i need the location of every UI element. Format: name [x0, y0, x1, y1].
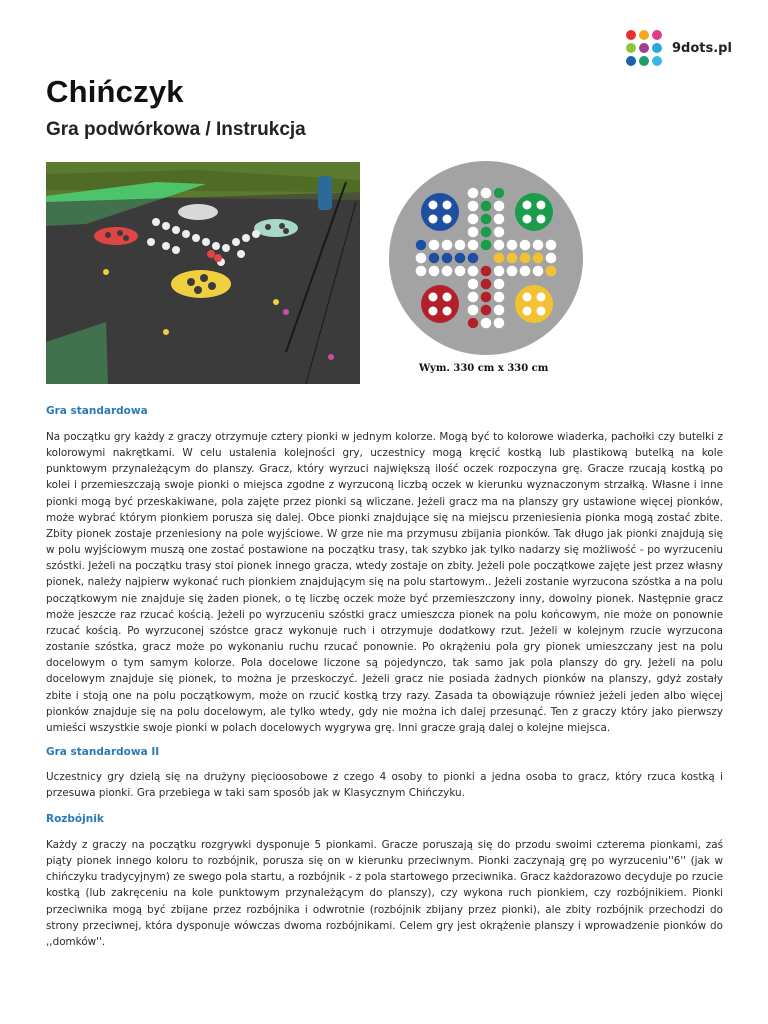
section-body-standard-ii: Uczestnicy gry dzielą się na drużyny pięcioosobowe z czego 4 osoby to pionki a jedna osoba to gracz, który rzuca kostką i przesuwa pionki. Gra przebiega w taki sam sposób jak w Klasycznym Chińczyku.: [46, 771, 723, 800]
board-base-slot: [429, 201, 438, 210]
board-base: [421, 285, 459, 323]
board-field: [468, 188, 479, 199]
board-field: [429, 266, 440, 277]
board-start-field: [468, 318, 479, 329]
board-base-slot: [523, 201, 532, 210]
logo-dot: [652, 43, 662, 53]
board-field: [494, 253, 505, 264]
page-subtitle: Gra podwórkowa / Instrukcja: [46, 119, 306, 140]
board-field: [494, 214, 505, 225]
board-field: [442, 240, 453, 251]
board-base-slot: [429, 215, 438, 224]
board-field: [455, 266, 466, 277]
brand-name: 9dots.pl: [672, 40, 732, 56]
board-field: [468, 201, 479, 212]
board-field: [481, 318, 492, 329]
board-field: [494, 318, 505, 329]
board-base-slot: [523, 293, 532, 302]
board-base-slot: [443, 201, 452, 210]
board-field: [546, 253, 557, 264]
board-field: [481, 214, 492, 225]
board-base-slot: [537, 215, 546, 224]
board-field: [468, 279, 479, 290]
board-diagram: [388, 160, 584, 356]
board-field: [520, 266, 531, 277]
logo-dot: [639, 30, 649, 40]
board-field: [481, 305, 492, 316]
board-base-slot: [523, 215, 532, 224]
board-field: [520, 253, 531, 264]
board-field: [468, 266, 479, 277]
board-field: [468, 227, 479, 238]
board-start-field: [416, 240, 427, 251]
board-field: [507, 240, 518, 251]
logo-dot: [652, 30, 662, 40]
board-field: [468, 253, 479, 264]
logo-dot: [626, 43, 636, 53]
board-field: [468, 240, 479, 251]
board-base-slot: [429, 293, 438, 302]
board-field: [533, 266, 544, 277]
board-field: [442, 266, 453, 277]
board-field: [494, 227, 505, 238]
board-field: [494, 279, 505, 290]
board-base: [515, 285, 553, 323]
board-base-slot: [523, 307, 532, 316]
board-field: [481, 201, 492, 212]
board-base-slot: [429, 307, 438, 316]
board-field: [533, 253, 544, 264]
board-field: [468, 292, 479, 303]
board-dimensions: Wym. 330 cm x 330 cm: [419, 363, 549, 374]
board-base-slot: [443, 293, 452, 302]
board-field: [481, 240, 492, 251]
board-base-slot: [443, 307, 452, 316]
board-field: [494, 240, 505, 251]
board-start-field: [494, 188, 505, 199]
board-field: [442, 253, 453, 264]
board-field: [507, 266, 518, 277]
board-field: [494, 292, 505, 303]
board-base-slot: [443, 215, 452, 224]
board-base-slot: [537, 293, 546, 302]
board-field: [481, 279, 492, 290]
page-title: Chińczyk: [46, 74, 184, 109]
board-field: [416, 266, 427, 277]
board-field: [429, 253, 440, 264]
logo-dot: [626, 56, 636, 66]
board-field: [507, 253, 518, 264]
board-field: [533, 240, 544, 251]
section-body-robber: Każdy z graczy na początku rozgrywki dysponuje 5 pionkami. Gracze poruszają się do przodu swoimi czterema pionkami, zaś piąty pionek innego koloru to rozbójnik, porusza się on w kierunku przeciwnym. Pionki zaczynają grę po wyrzuceniu''6'' (jak w chińczyku tradycyjnym) ze swego pola startu, a rozbójnik - z pola startowego przeciwnika. Gracz każdorazowo decyduje po rzucie kostką (lub zakręceniu na kole punktowym przynależącym do planszy), czy wykona ruch pionkiem, czy rozbójnikiem. Pionki przeciwnika mogą być zbijane przez rozbójnika i odwrotnie (rozbójnik zbijany przez pionki), ale zbity rozbójnik przechodzi do strony przeciwnej, która dysponuje wówczas dwoma rozbójnikami. Celem gry jest okrążenie planszy i wprowadzenie pionków do ,,domków''.: [46, 839, 723, 948]
board-field: [455, 240, 466, 251]
logo-dot: [652, 56, 662, 66]
board-field: [481, 292, 492, 303]
board-field: [481, 188, 492, 199]
playground-photo: [46, 162, 360, 384]
board-field: [520, 240, 531, 251]
board-field: [468, 305, 479, 316]
logo-dot: [626, 30, 636, 40]
section-heading-standard: Gra standardowa: [46, 405, 148, 417]
board-field: [494, 305, 505, 316]
board-field: [494, 266, 505, 277]
board-field: [546, 240, 557, 251]
board-base-slot: [537, 307, 546, 316]
board-start-field: [546, 266, 557, 277]
board-field: [481, 266, 492, 277]
board-field: [455, 253, 466, 264]
logo-dots-icon: [626, 30, 662, 66]
brand-logo: [626, 30, 732, 66]
section-heading-robber: Rozbójnik: [46, 813, 104, 825]
section-heading-standard-ii: Gra standardowa II: [46, 746, 160, 758]
board-field: [494, 201, 505, 212]
board-field: [481, 227, 492, 238]
logo-dot: [639, 43, 649, 53]
board-base-slot: [537, 201, 546, 210]
logo-dot: [639, 56, 649, 66]
board-field: [416, 253, 427, 264]
board-base: [515, 193, 553, 231]
board-field: [468, 214, 479, 225]
board-field: [429, 240, 440, 251]
section-body-standard: Na początku gry każdy z graczy otrzymuje cztery pionki w jednym kolorze. Mogą być to kolorowe wiaderka, pachołki czy butelki z kolorowymi nakrętkami. W celu ustalenia kolejności gry, uczestnicy mogą kręcić kostką lub plastikową butelką na kole punktowym przynależącym do planszy. Gracz, który wyrzuci największą ilość oczek rozpoczyna grę. Gracze rzucają kostką po kolei i przemieszczają swoje pionki o miejsca zgodne z wyrzuconą liczbą oczek w kierunku wyznaczonym strzałką. Własne i inne pionki mogą być przeskakiwane, pola zajęte przez pionki są wliczane. Jeżeli gracz ma na planszy gry ustawione więcej pionków, może wybrać którym pionkiem porusza się dalej. Obce pionki znajdujące się na miejscu przeniesienia pionka mogą zostać zbite. Zbity pionek zostaje przeniesiony na pole wyjściowe. W grze nie ma przymusu zbijania pionków. Tak długo jak pionki znajdują się w polu wyjściowym muszą one zostać postawione na początku trasy, tak szybko jak tylko nadarzy się możliwość - po wyrzuceniu szóstki. Jeżeli na początku trasy stoi pionek innego gracza, wtedy zostaje on zbity. Jeżeli pole początkowe zajęte jest przez własny pionek, należy najpierw wykonać ruch pionkiem znajdującym się na polu startowym.. Jeżeli zostanie wyrzucona szóstka a na polu początkowym nie znajduje się żaden pionek, o tę liczbę oczek może być przemieszczony inny, dowolny pionek. Następnie gracz może jeszcze raz rzucać kością. Jeżeli po wyrzuceniu szóstki gracz umieszcza pionek na polu końcowym, nie może on ponownie rzucać kością. Po wyrzuconej szóstce gracz wykonuje ruch i otrzymuje dodatkowy rzut. Jeżeli w kolejnym rzucie wyrzucona zostanie szóstka, gracz może po wykonaniu ruchu rzucać ponownie. Po okrążeniu pola gry pionek umieszczany jest na polu docelowym o tym samym kolorze. Pola docelowe liczone są pojedynczo, tak samo jak pola planszy do gry. Jeżeli na polu docelowym znajduje się pionek, to można je przeskoczyć. Jeżeli gracz nie posiada żadnych pionków na planszy, gdyż zostały zbite i stoją one na polu początkowym, może on rzucić kostką trzy razy. Zasada ta obowiązuje również jeżeli jeden albo więcej pionków znajduje się na polu docelowym, ale tylko wtedy, gdy nie można ich dalej przesunąć. Ten z graczy który jako pierwszy umieści wszystkie swoje pionki w polach docelowych wygrywa grę. Inni gracze grają dalej o kolejne miejsca.: [46, 431, 723, 734]
board-base: [421, 193, 459, 231]
